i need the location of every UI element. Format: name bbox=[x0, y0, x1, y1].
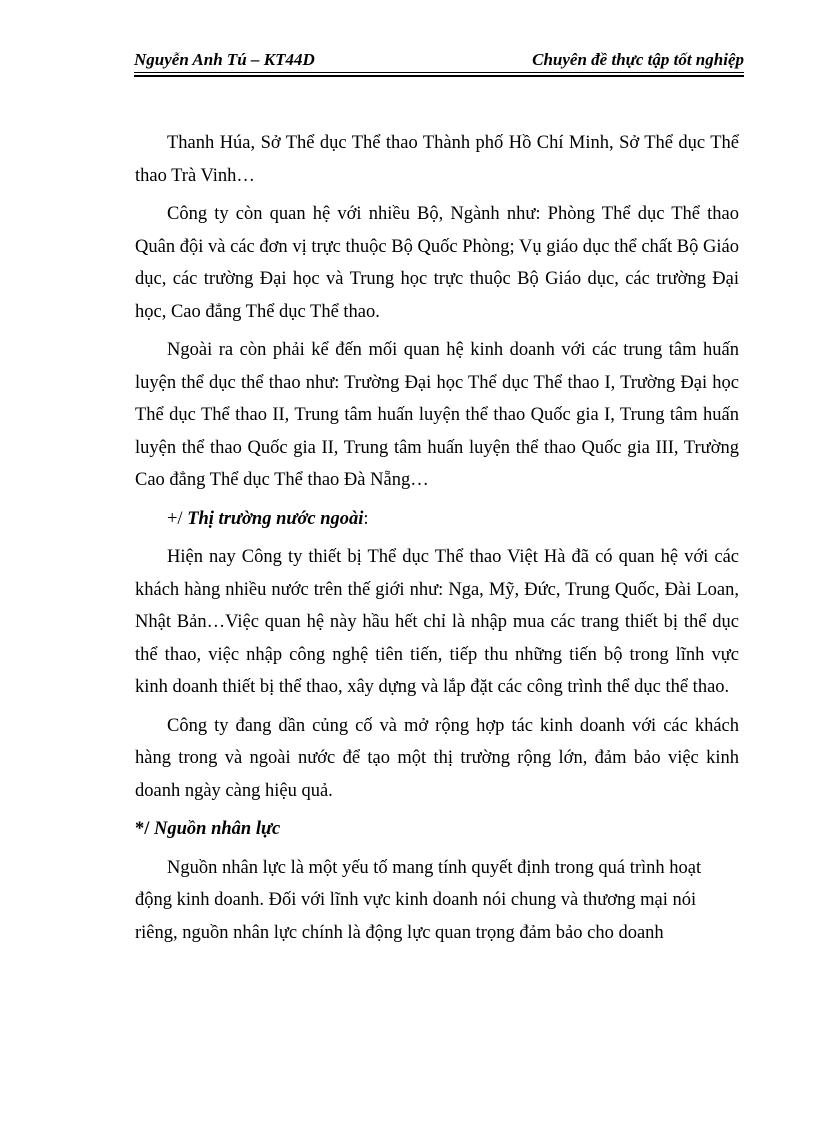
paragraph: Công ty còn quan hệ với nhiều Bộ, Ngành như: Phòng Thể dục Thể thao Quân đội và các đơn vị trực thuộc Bộ Quốc Phòng; Vụ giáo dục thể chất Bộ Giáo dục, các trường Đại học và Trung học trực thuộc Bộ Giáo dục, các trường Đại học, Cao đẳng Thể dục Thể thao. bbox=[135, 204, 739, 322]
header-rule bbox=[134, 72, 744, 73]
heading-prefix: */ bbox=[135, 819, 155, 839]
page-header bbox=[134, 48, 744, 72]
heading-title: Nguồn nhân lực bbox=[154, 819, 281, 839]
heading-title: Thị trường nước ngoài bbox=[187, 508, 364, 529]
paragraph: Nguồn nhân lực là một yếu tố mang tính quyết định trong quá trình hoạt động kinh doanh. Đối với lĩnh vực kinh doanh nói chung và thương mại nói riêng, nguồn nhân lực chính là động lực quan trọng đảm bảo cho doanh bbox=[135, 857, 702, 943]
paragraph: Hiện nay Công ty thiết bị Thể dục Thể thao Việt Hà đã có quan hệ với các khách hàng nhiều nước trên thế giới như: Nga, Mỹ, Đức, Trung Quốc, Đài Loan, Nhật Bản…Việc quan hệ này hầu hết chỉ là nhập mua các trang thiết bị thể dục thể thao, việc nhập công nghệ tiên tiến, tiếp thu những tiến bộ trong lĩnh vực kinh doanh thiết bị thể thao, xây dựng và lắp đặt các công trình thể dục thể thao. bbox=[135, 547, 739, 697]
heading-prefix: +/ bbox=[167, 508, 188, 529]
section-heading-foreign-market bbox=[135, 503, 739, 536]
header-author: Nguyễn Anh Tú – KT44D bbox=[134, 50, 315, 69]
document-body bbox=[135, 127, 739, 955]
header-rule-thick bbox=[134, 75, 744, 77]
heading-suffix: : bbox=[363, 508, 369, 529]
paragraph: Công ty đang dần củng cố và mở rộng hợp tác kinh doanh với các khách hàng trong và ngoài nước để tạo một thị trường rộng lớn, đảm bảo việc kinh doanh ngày càng hiệu quả. bbox=[135, 715, 739, 801]
paragraph: Ngoài ra còn phải kể đến mối quan hệ kinh doanh với các trung tâm huấn luyện thể dục thể thao như: Trường Đại học Thể dục Thể thao I, Trường Đại học Thể dục Thể thao II, Trung tâm huấn luyện thể thao Quốc gia I, Trung tâm huấn luyện thể thao Quốc gia II, Trung tâm huấn luyện thể thao Quốc gia III, Trường Cao đẳng Thể dục Thể thao Đà Nẵng… bbox=[135, 340, 739, 490]
section-heading-human-resources bbox=[135, 813, 739, 846]
header-title: Chuyên đề thực tập tốt nghiệp bbox=[532, 50, 744, 69]
paragraph: Thanh Húa, Sở Thể dục Thể thao Thành phố Hồ Chí Minh, Sở Thể dục Thể thao Trà Vinh… bbox=[135, 133, 739, 186]
